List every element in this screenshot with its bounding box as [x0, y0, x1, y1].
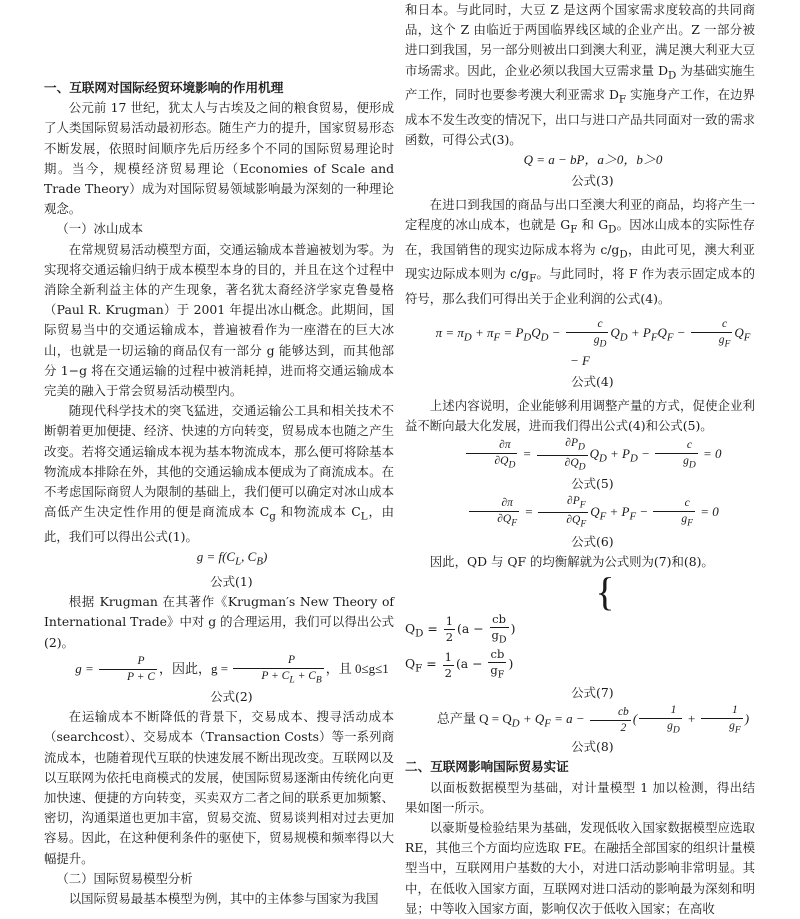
section-heading-1: 一、互联网对国际经贸环境影响的作用机理 — [44, 80, 284, 95]
formula-label: 公式(4) — [571, 373, 614, 389]
formula-4: $\pi = \pi_D + \pi_F = P_DQ_D$ − $\frac{c}{g_D}$ $Q_D + P_FQ_F$ − $\frac{c}{g_F}$ $Q_F - F$ — [435, 318, 751, 369]
formula-label: 公式(6) — [571, 533, 614, 549]
paragraph: 以豪斯曼检验结果为基础，发现低收入国家数据模型应选取 RE，其他三个方面均应选取 FE。在融括全部国家的组织计量模型当中，互联网用户基数的大小，对进口活动影响非常明显。其中，在低收入国家方面，互联网对进口活动的影响最为深刻和明显；中等收入国家方面，影响仅次于低收入国家；在高收 — [405, 820, 755, 916]
paragraph: 根据 Krugman 在其著作《Krugman′s New Theory of International Trade》中对 g 的合理运用，我们可以得出公式(2)。 — [44, 594, 394, 650]
paragraph: 和日本。与此同时，大豆 Z 是这两个国家需求度较高的共同商品，这个 Z 由临近于两国临界线区域的企业产出。Z 一部分被进口到我国，另一部分则被出口到澳大利亚，满足澳大利亚大豆市场需求。因此，企业必须以我国大豆需求量 $D_D$ 为基础实施生产工作，同时也要参考澳大利亚需求 $D_F$ 实施身产工作，在边界成本不发生改变的情况下，出口与进口产品共同面对一致的需求函数，可得公式(3)。 — [405, 2, 755, 148]
paragraph: 随现代科学技术的突飞猛进，交通运输公工具和相关技术不断朝着更加便捷、经济、快速的方向转变，贸易成本也随之产生改变。若将交通运输成本视为基本物流成本，那么便可将除基本物流成本排除在外，其他的交通运输成本便成为了商流成本。在不考虑国际商贸人为限制的基础上，我们便可以确定对冰山成本高低产生决定性作用的便是商流成本 $C_g$ 和物流成本 $C_L$，由此，我们可以得出公式(1)。 — [44, 403, 395, 544]
paragraph: 因此，QD 与 QF 的均衡解就为公式则为(7)和(8)。 — [429, 553, 714, 569]
paragraph: 以国际贸易最基本模型为例，其中的主体参与国家为我国 — [68, 891, 379, 907]
paragraph: 上述内容说明，企业能够利用调整产量的方式，促使企业利益不断向最大化发展，进而我们得出公式(4)和公式(5)。 — [405, 397, 755, 434]
paragraph: 公元前 17 世纪，犹太人与古埃及之间的粮食贸易，便形成了人类国际贸易活动最初形态。随生产力的提升，国家贸易形态不断发展，依照时间顺序先后历经多个不同的国际贸易理论时期。当今，规模经济贸易理论（Economies of Scale and Trade Theory）成为对国际贸易领域影响最为深刻的一种理论观念。 — [44, 100, 394, 217]
formula-label: 公式(8) — [571, 739, 614, 755]
formula-8: 总产量 $Q = Q_D + Q_F = a$ − $\frac{cb}{2}$ ( $\frac{1}{g_D}$ + $\frac{1}{g_F}$ ) — [436, 703, 750, 736]
formula-3: Q = a − bP，a＞0，b＞0 — [523, 152, 663, 168]
formula-label: 公式(2) — [210, 689, 253, 705]
formula-2: g = $\frac{P}{P + C}$ ，因此，g = $\frac{P}{P + C_L + C_B}$ ，且 0≤g≤1 — [75, 653, 389, 686]
subsection-heading: （二）国际贸易模型分析 — [56, 870, 193, 886]
formula-7: { — [595, 569, 615, 615]
section-heading-2: 二、互联网影响国际贸易实证 — [405, 759, 569, 775]
paragraph: 在进口到我国的商品与出口至澳大利亚的商品，均将产生一定程度的冰山成本，也就是 $G_F$ 和 $G_D$。因冰山成本的实际性存在，我国销售的现实边际成本将为 $c/g_D$，由此可见，澳大利亚现实边际成本则为 $c/g_F$。与此同时，将 F 作为表示固定成本的符号，那么我们可得出关于企业利润的公式(4)。 — [405, 196, 756, 306]
paragraph: 在常规贸易活动模型方面，交通运输成本普遍被划为零。为实现将交通运输归纳于成本模型本身的目的，并且在这个过程中消除全新利益主体的产生现象，著名犹太裔经济学家克鲁曼格（Paul R. Krugman）于 2001 年提出冰山概念。此期间，国际贸易当中的交通运输成本，普遍被看作为一座潜在的巨大冰山，也就是一切运输的商品仅有一部分 g 能够达到，而其他部分 1−g 将在交通运输的过程中被消耗掉，进而将交通运输成本完美的融入于常会贸易活动模型内。 — [44, 241, 394, 399]
formula-1: $g = f(C_L$, $C_B$) — [196, 549, 268, 568]
paragraph: 以面板数据模型为基础，对计量模型 1 加以检测，得出结果如图一所示。 — [405, 779, 755, 815]
formula-label: 公式(1) — [210, 573, 253, 589]
formula-label: 公式(5) — [571, 475, 614, 491]
subsection-heading: （一）冰山成本 — [56, 221, 144, 237]
formula-6: $\frac{\partial\pi}{\partial Q_F}$ = $\frac{\partial P_F}{\partial Q_F}$ $Q_F + P_F$ − $\frac{c}{g_F}$ = 0 — [405, 494, 755, 532]
formula-label: 公式(3) — [571, 172, 614, 188]
paragraph: 在运输成本不断降低的背景下，交易成本、搜寻活动成本（searchcost）、交易成本（Transaction Costs）等一系列商流成本，也随着现代互联的快速发展不断出现改变。互联网以及以互联网为依托电商模式的发展，使国际贸易逐渐由传统化向更加快速、便捷的方向转变，买卖双方二者之间的联系更加频繁、密切，沟通渠道也更加丰富，贸易交流、贸易谈判相对过去更加容易。因此，在这种便利条件的驱使下，贸易规模和频率得以大幅提升。 — [44, 709, 394, 866]
formula-label: 公式(7) — [571, 684, 614, 700]
left-column — [44, 0, 394, 909]
formula-5: $\frac{\partial\pi}{\partial Q_D}$ = $\frac{\partial P_D}{\partial Q_D}$ $Q_D + P_D$ − $\frac{c}{g_D}$ = 0 — [405, 436, 755, 474]
right-column: 和日本。与此同时，大豆 Z 是这两个国家需求度较高的共同商品，这个 Z 由临近于两国临界线区域的企业产出。Z 一部分被进口到我国，另一部分则被出口到澳大利亚，满足澳大利亚大豆市场需求。因此，企业必须以我国大豆需求量 $D_D$ 为基础实施生产工作，同时也要参考澳大利亚需求 $D_F$ 实施身产工作，在边界成本不发生改变的情况下，出口与进口产品共同面对一致的需求函数，可得公式(3)。 Q = a − bP，a＞0，b＞0 公式(3) 在进口到我国的商品与出口至澳大利亚的商品，均将产生一定程度的冰山成本，也就是 $G_F$ 和 $G_D$。因冰山成本的实际性存在，我国销售的现实边际成本将为 $c/g_D$，由此可见，澳大利亚现实边际成本则为 $c/g_F$。与此同时，将 F 作为表示固定成本的符号，那么我们可得出关于企业利润的公式(4)。 $\pi = \pi_D + \pi_F = P_DQ_D$ − $\frac{c}{g_D}$ $Q_D + P_FQ_F$ − $\frac{c}{g_F}$ $Q_F - F$ 公式(4) 上述内容说明，企业能够利用调整产量的方式，促使企业利益不断向最大化发展，进而我们得出公式(4)和公式(5)。 $\frac{\partial\pi}{\partial Q_D}$ = $\frac{\partial P_D}{\partial Q_D}$ $Q_D + P_D$ − $\frac{c}{g_D}$ = 0 公式(5) $\frac{\partial\pi}{\partial Q_F}$ = $\frac{\partial P_F}{\partial Q_F}$ $Q_F + P_F$ − $\frac{c}{g_F}$ = 0 公式(6) 因此，QD 与 QF 的均衡解就为公式则为(7)和(8)。 { $Q_D$ = $\frac{1}{2}$ (a − $\frac{cb}{g_D}$ ) $Q_F$ = $\frac{1}{2}$ (a − $\frac{cb}{g_F}$ ) 公式(7) 总产量 $Q = Q_D + Q_F = a$ − $\frac{cb}{2}$ ( $\frac{1}{g_D}$ + $\frac{1}{g_F}$ ) 公式(8) 二、互联网影响国际贸易实证 以面板数据模型为基础，对计量模型 1 加以检测，得出结果如图一所示。 以豪斯曼检验结果为基础，发现低收入国家数据模型应选取 RE，其他三个方面均应选取 FE。在融括全部国家的组织计量模型当中，互联网用户基数的大小，对进口活动影响非常明显。其中，在低收入国家方面，互联网对进口活动的影响最为深刻和明显；中等收入国家方面，影响仅次于低收入国家；在高收 — [405, 0, 755, 919]
